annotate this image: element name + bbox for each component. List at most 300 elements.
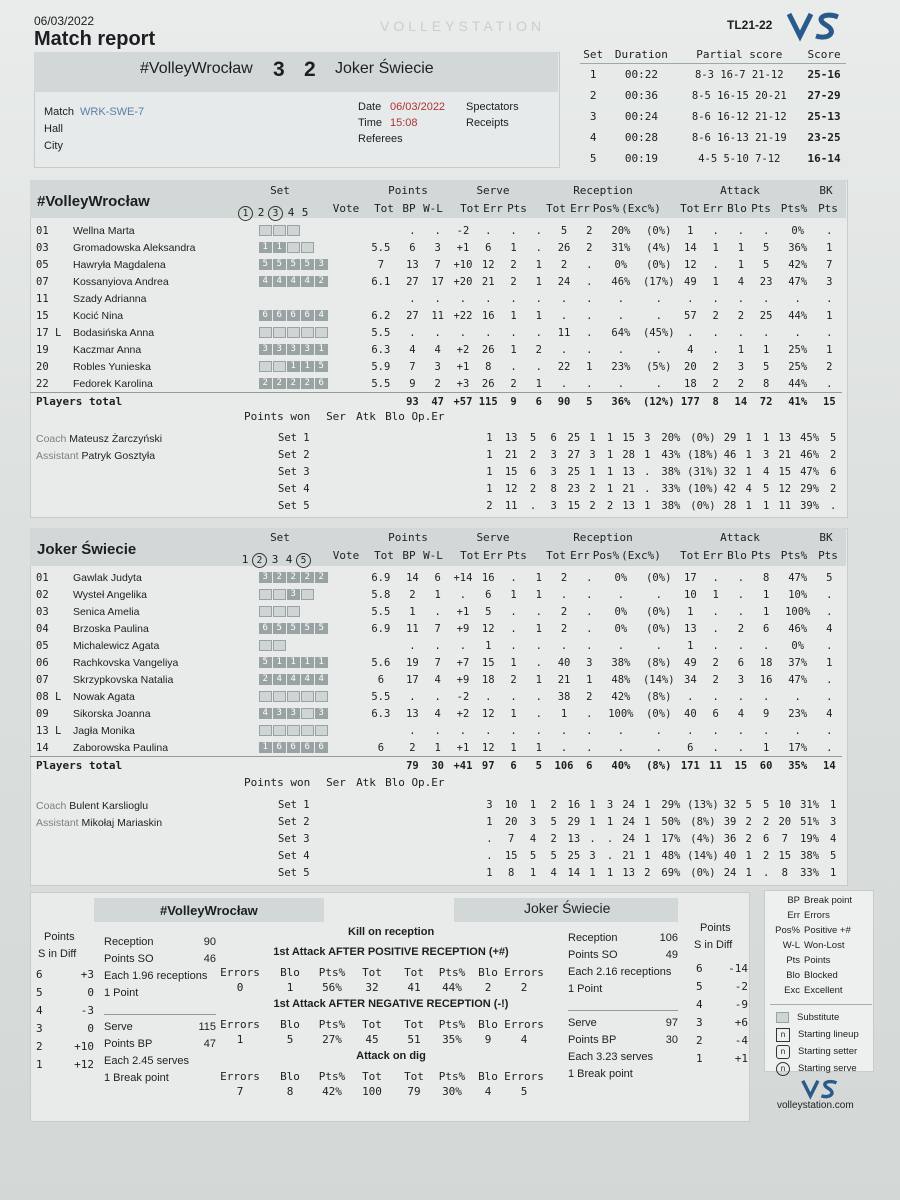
stat-cell: 171 (678, 757, 703, 775)
stat-cell: . (826, 639, 833, 652)
stat-cell: . (737, 741, 745, 754)
set-stat-cell: 7 (781, 832, 788, 845)
set-stat-cell: 24 (723, 866, 737, 879)
points-won-header: Ser (326, 410, 346, 423)
match-time: 15:08 (390, 117, 418, 129)
stat-cell: (4%) (646, 241, 672, 254)
set-stats-row (30, 463, 842, 480)
player-name: Bodasińska Anna (72, 326, 155, 339)
stat-cell: . (535, 707, 542, 720)
stat-cell: 9 (409, 377, 416, 390)
stat-cell: . (687, 292, 694, 305)
substitute-icon (776, 1012, 789, 1023)
stat-cell: 2 (586, 241, 593, 254)
home-team-name: #VolleyWrocław (140, 60, 253, 77)
player-row (30, 290, 842, 307)
attack-block-title: 1st Attack AFTER NEGATIVE RECEPTION (-!) (273, 998, 509, 1010)
stat-cell: 1 (510, 241, 517, 254)
set-stat-cell: 5 (529, 431, 537, 444)
stat-cell: 11 (703, 757, 728, 775)
home-column-headers (0, 184, 900, 218)
set-stat-cell: 36 (723, 832, 737, 845)
stat-cell: . (510, 292, 517, 305)
rotation-row (696, 962, 748, 980)
substitute-box (315, 691, 328, 702)
summary-home-name: #VolleyWrocław (160, 903, 258, 918)
column-group-serve: Serve (476, 531, 510, 544)
stat-cell: . (560, 741, 568, 754)
stat-cell: . (586, 343, 593, 356)
stat-cell: . (762, 639, 770, 652)
rotation-number: 6 (36, 968, 43, 981)
set-stat-cell: 17% (661, 832, 681, 845)
stat-cell: . (485, 292, 492, 305)
stat-cell: . (617, 292, 625, 305)
stat-cell: 1 (560, 707, 568, 720)
serve-label: Serve (104, 1021, 133, 1033)
stat-cell: 6.3 (371, 343, 391, 356)
set-stat-cell: 28 (622, 448, 635, 461)
stat-cell: 1 (510, 588, 517, 601)
set-stats-row (30, 429, 842, 446)
stat-cell: 36% (788, 241, 808, 254)
stat-cell: 6 (501, 757, 526, 775)
column-header: Tot (680, 549, 700, 562)
stat-cell: . (535, 224, 542, 237)
stat-cell: 26 (557, 241, 571, 254)
stat-cell: . (586, 605, 593, 618)
stat-cell: 40 (557, 656, 571, 669)
starting-lineup-label: Starting lineup (798, 1029, 859, 1040)
set-summary-cell: 00:24 (624, 110, 658, 123)
column-header: Pts (751, 202, 771, 215)
stat-cell (362, 637, 400, 654)
stat-cell: . (762, 292, 770, 305)
stat-cell: 7 (434, 656, 441, 669)
stat-cell: 48% (611, 673, 631, 686)
stat-cell: . (794, 724, 801, 737)
set-summary-cell: 00:22 (624, 68, 658, 81)
stat-cell: 6 (377, 673, 385, 686)
stat-cell: . (535, 605, 542, 618)
starting-position-box: 2 (315, 572, 328, 583)
starting-position-box: 3 (273, 344, 286, 355)
set-stats-row (30, 446, 842, 463)
player-number: 01 (36, 224, 49, 237)
set-stats-row (30, 830, 842, 847)
stat-cell: . (762, 326, 770, 339)
set-stat-cell: 1 (589, 815, 596, 828)
home-reception-stats (104, 936, 216, 1089)
starting-position-box: 5 (259, 657, 272, 668)
column-header: Tot (460, 202, 480, 215)
set-stat-cell: 2 (763, 849, 770, 862)
substitute-box (287, 242, 300, 253)
player-sets (259, 341, 362, 358)
stat-cell: 2 (560, 258, 568, 271)
stat-cell: 2 (712, 360, 719, 373)
stat-cell: 5 (762, 258, 770, 271)
legend-item (770, 985, 872, 1000)
starting-setter-icon: n (776, 1045, 790, 1059)
player-number: 07 (36, 673, 49, 686)
stat-cell: +22 (453, 309, 473, 322)
stat-cell: 46% (788, 622, 808, 635)
stat-cell: 35% (779, 757, 817, 775)
starting-position-box: 1 (301, 657, 314, 668)
stat-cell: 24 (557, 275, 571, 288)
player-name: Kossanyiova Andrea (72, 275, 169, 288)
stat-cell: 6 (377, 741, 385, 754)
player-sets (259, 307, 362, 324)
stat-cell: . (409, 724, 416, 737)
match-code: WRK-SWE-7 (80, 106, 145, 118)
stat-cell: 1 (485, 639, 492, 652)
stat-cell: 1 (409, 605, 416, 618)
set-stats-row (30, 497, 842, 514)
set-stat-cell: 1 (745, 431, 752, 444)
attack-header: Blo (478, 966, 498, 979)
players-total-row (30, 393, 842, 411)
legend-item (770, 895, 872, 910)
set-stat-cell: 28 (723, 499, 737, 512)
set-stat-cell: 31% (800, 798, 820, 811)
attack-header: Pts% (438, 1070, 466, 1083)
stat-cell: . (737, 571, 745, 584)
stat-cell: . (712, 258, 719, 271)
stat-cell: . (510, 605, 517, 618)
stat-cell: 2 (737, 377, 745, 390)
stat-cell: 38 (557, 690, 571, 703)
stat-cell: 1 (687, 605, 694, 618)
stat-cell: 18 (684, 377, 697, 390)
substitute-box (301, 242, 314, 253)
stat-cell: . (617, 309, 625, 322)
substitute-box (259, 606, 272, 617)
starting-position-box: 2 (287, 378, 300, 389)
attack-value: 2 (520, 981, 528, 994)
stat-cell: . (737, 224, 745, 237)
rotation-diff: -9 (734, 998, 748, 1011)
player-name: Skrzypkovska Natalia (72, 673, 174, 686)
set-stat-cell: 40 (723, 849, 737, 862)
attack-after-reception-block (220, 940, 556, 1110)
points-bp (104, 1038, 216, 1055)
players-total-label: Players total (30, 757, 362, 775)
player-number: 02 (36, 588, 49, 601)
stat-cell: (0%) (646, 224, 672, 237)
substitute-box (287, 327, 300, 338)
set-stat-cell: 1 (589, 866, 596, 879)
set-stat-cell: . (589, 832, 596, 845)
substitute-box (273, 691, 286, 702)
stat-cell: . (586, 741, 593, 754)
stat-cell: . (485, 224, 492, 237)
player-row (30, 654, 842, 671)
set-stat-cell: 1 (830, 866, 837, 879)
points-won-header: Blo (385, 776, 405, 789)
column-header: Pos% (592, 549, 620, 562)
attack-value: 32 (365, 981, 379, 994)
set-label: Set 3 (278, 465, 310, 478)
stat-cell: 6 (485, 588, 492, 601)
stat-cell: (0%) (646, 571, 672, 584)
set-stat-cell: 2 (529, 448, 537, 461)
column-header: Vote (332, 549, 360, 562)
rotation-diff: -4 (734, 1034, 748, 1047)
stat-cell: 15 (817, 393, 842, 411)
stat-cell: 0% (614, 571, 628, 584)
set-stat-cell: 3 (529, 815, 537, 828)
set-stat-cell: (13%) (687, 798, 719, 811)
player-name: Rachkovska Vangeliya (72, 656, 179, 669)
starting-position-box: 5 (287, 259, 300, 270)
stat-cell: 1 (712, 241, 719, 254)
substitute-box (301, 327, 314, 338)
stat-cell: 17% (788, 741, 808, 754)
stat-cell: . (655, 343, 662, 356)
legend-starting-setter (770, 1043, 872, 1060)
starting-position-box: 3 (287, 589, 300, 600)
set-stat-cell: 1 (644, 448, 651, 461)
footer-website: volleystation.com (777, 1100, 854, 1111)
receipts-label: Receipts (466, 117, 509, 129)
column-header: Pts (818, 202, 838, 215)
player-number: 03 (36, 241, 49, 254)
stat-cell: 25% (788, 360, 808, 373)
player-row (30, 586, 842, 603)
rotation-row (696, 980, 748, 998)
stat-cell: 36% (602, 393, 640, 411)
player-number: 06 (36, 656, 49, 669)
set-summary-cell: 2 (589, 89, 597, 102)
stat-cell: 2 (510, 258, 517, 271)
substitute-box (259, 589, 272, 600)
points-bp (568, 1034, 678, 1051)
set-stat-cell: 4 (529, 832, 537, 845)
each-receptions: Each 1.96 receptions (104, 970, 208, 982)
stat-cell: 26 (481, 377, 495, 390)
set-stat-cell: 1 (745, 448, 752, 461)
away-players-table (30, 569, 842, 774)
set-stat-cell: 12 (504, 482, 518, 495)
attack-header: Tot (404, 966, 424, 979)
stat-cell: +2 (456, 707, 470, 720)
stat-cell: . (655, 741, 662, 754)
stat-cell: 5.8 (371, 588, 391, 601)
season-code: TL21-22 (727, 18, 773, 32)
stat-cell: . (510, 690, 517, 703)
stat-cell: . (586, 622, 593, 635)
set-stat-cell: 25 (567, 465, 581, 478)
stat-cell: +14 (453, 571, 473, 584)
rotation-number: 5 (696, 980, 703, 993)
stat-cell: . (485, 690, 492, 703)
set-stats-row (30, 796, 842, 813)
stat-cell: 17 (406, 673, 419, 686)
starting-position-box: 4 (315, 310, 328, 321)
stat-cell: . (510, 360, 517, 373)
stat-cell: 6 (737, 656, 745, 669)
column-header: Tot (374, 202, 394, 215)
starting-position-box: 6 (315, 742, 328, 753)
substitute-box (287, 725, 300, 736)
each-serves: Each 3.23 serves (568, 1051, 653, 1063)
attack-header: Tot (362, 1018, 382, 1031)
set-summary-cell: 25-16 (807, 68, 841, 81)
rotation-row (696, 1034, 748, 1052)
starting-position-box: 3 (287, 708, 300, 719)
set-stat-cell: 5 (529, 849, 537, 862)
stat-cell: 23 (759, 275, 773, 288)
starting-serve-label: Starting serve (798, 1063, 857, 1074)
stat-cell: . (737, 724, 745, 737)
home-assistant-name: Patryk Gosztyła (81, 450, 156, 462)
player-row (30, 273, 842, 290)
stat-cell: . (510, 639, 517, 652)
player-row (30, 222, 842, 239)
away-team-name: Joker Świecie (335, 60, 434, 77)
stat-cell: . (762, 224, 770, 237)
legend-starting-serve (770, 1060, 872, 1077)
match-label: Match (44, 106, 74, 118)
set-stat-cell: 1 (644, 499, 651, 512)
substitute-box (273, 640, 286, 651)
stat-cell: 17 (684, 571, 697, 584)
stat-cell: 1 (826, 241, 833, 254)
stat-cell: 16 (481, 309, 495, 322)
set-stat-cell: 15 (778, 849, 792, 862)
substitute-box (287, 606, 300, 617)
set-label: Set 4 (278, 482, 310, 495)
stat-cell: 1 (535, 588, 542, 601)
set-stat-cell: 8 (550, 482, 557, 495)
set-label: Set 4 (278, 849, 310, 862)
set-stat-cell: 16 (567, 798, 581, 811)
column-header: Err (483, 549, 503, 562)
column-header: Err (570, 202, 590, 215)
stat-cell: 1 (535, 258, 542, 271)
player-sets (259, 256, 362, 273)
stat-cell: . (459, 639, 467, 652)
legend-abbr: W-L (782, 940, 800, 951)
starting-position-box: 2 (273, 378, 286, 389)
stat-cell: 9 (762, 707, 770, 720)
stat-cell: . (712, 571, 719, 584)
stat-cell: 27 (406, 275, 419, 288)
stat-cell: 12 (481, 622, 495, 635)
home-coach-label: Coach (36, 433, 67, 445)
stat-cell: 14 (728, 393, 753, 411)
stat-cell: 2 (826, 360, 833, 373)
set-stat-cell: 47% (800, 465, 820, 478)
stat-cell: . (655, 588, 662, 601)
stat-cell: 8 (762, 571, 770, 584)
stat-cell: 5 (762, 241, 770, 254)
points-won-label: Points won (244, 776, 311, 789)
set-stat-cell: 2 (606, 499, 614, 512)
points-won-header: Atk (356, 410, 376, 423)
stat-cell: 42% (788, 258, 808, 271)
stat-cell: 13 (684, 622, 697, 635)
player-number: 07 (36, 275, 49, 288)
set-stat-cell: 10 (504, 798, 518, 811)
set-summary-cell: 8-5 16-15 20-21 (691, 89, 787, 102)
rotation-row (36, 1022, 94, 1040)
stat-cell: . (535, 326, 542, 339)
reception-label: Reception (568, 932, 618, 944)
set-stat-cell: 1 (529, 866, 537, 879)
stat-cell: 0% (614, 258, 628, 271)
rotation-row (36, 1058, 94, 1076)
set-stat-cell: 39 (723, 815, 737, 828)
stat-cell: 12 (481, 707, 495, 720)
set-stat-cell: 8 (508, 866, 515, 879)
rotation-row (36, 968, 94, 986)
column-header: Blo (727, 202, 747, 215)
attack-header: Blo (280, 966, 300, 979)
set-stat-cell: 2 (644, 866, 651, 879)
stat-cell: . (617, 741, 625, 754)
stat-cell: 2 (737, 309, 745, 322)
player-sets (259, 637, 362, 654)
stat-cell: 7 (409, 360, 416, 373)
stat-cell: 40 (684, 707, 697, 720)
set-stat-cell: 32 (723, 798, 737, 811)
stat-cell: 6 (687, 741, 694, 754)
away-points-label: Points (700, 922, 731, 934)
stat-cell: (8%) (640, 757, 678, 775)
home-team-title: #VolleyWrocław (37, 193, 150, 210)
stat-cell: (17%) (642, 275, 675, 288)
attack-value: 45 (365, 1033, 379, 1046)
set-stat-cell: 3 (763, 448, 770, 461)
stat-cell: 10 (684, 588, 697, 601)
set-stat-cell: 5 (830, 849, 837, 862)
set-stat-cell: . (644, 482, 651, 495)
stat-cell: . (510, 326, 517, 339)
attack-value: 56% (322, 981, 342, 994)
stat-cell: . (826, 673, 833, 686)
set-stat-cell: 23 (567, 482, 581, 495)
set-stat-cell: 15 (504, 465, 518, 478)
attack-header: Pts% (438, 966, 466, 979)
attack-value: 2 (484, 981, 492, 994)
stat-cell: 46% (611, 275, 631, 288)
attack-header: Pts% (318, 1018, 346, 1031)
stat-cell: (8%) (646, 656, 672, 669)
stat-cell: . (586, 571, 593, 584)
substitute-box (315, 327, 328, 338)
attack-value: 41 (407, 981, 421, 994)
player-number: 11 (36, 292, 49, 305)
column-header: Pts% (780, 202, 808, 215)
serve (568, 1017, 678, 1034)
stat-cell: 6 (526, 393, 551, 411)
starting-position-box: 6 (287, 742, 300, 753)
stat-cell: . (560, 309, 568, 322)
stat-cell: 2 (737, 622, 745, 635)
stat-cell: 20 (684, 360, 697, 373)
set-summary-cell: 23-25 (807, 131, 841, 144)
stat-cell: 1 (586, 360, 593, 373)
stat-cell: . (434, 292, 441, 305)
player-number: 08 L (36, 690, 62, 703)
stat-cell: 14 (684, 241, 697, 254)
stat-cell: +9 (456, 673, 470, 686)
stat-cell: . (409, 326, 416, 339)
attack-value: 27% (322, 1033, 342, 1046)
